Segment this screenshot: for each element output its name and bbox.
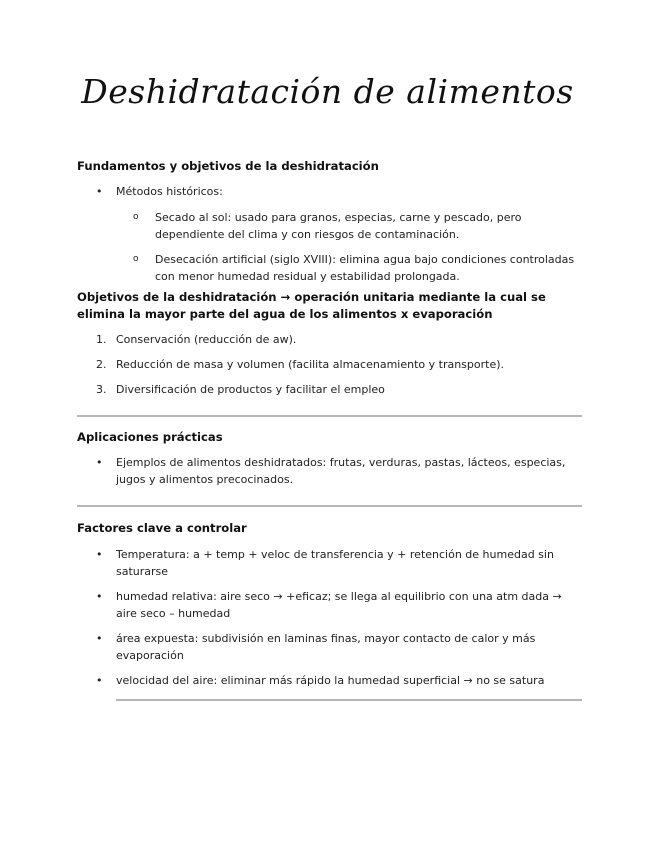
- section-heading-objetivos: Objetivos de la deshidratación → operación unitaria mediante la cual se elimina la mayor parte del agua de los alimentos x evaporación: [77, 290, 546, 321]
- section-heading-aplicaciones: Aplicaciones prácticas: [77, 430, 223, 444]
- sub-bullet-marker: o: [133, 212, 139, 222]
- list-item: [77, 183, 582, 200]
- list-number: 3.: [96, 383, 107, 396]
- bullet-marker: •: [96, 632, 103, 645]
- bullet-marker: •: [96, 185, 103, 198]
- list-item-text: Secado al sol: usado para granos, especias, carne y pescado, pero dependiente del clima y con riesgos de contaminación.: [155, 211, 522, 241]
- list-item: [77, 588, 582, 622]
- list-item-text: Temperatura: a + temp + veloc de transferencia y + retención de humedad sin saturarse: [116, 548, 554, 578]
- list-item: [77, 546, 582, 580]
- sub-bullet-marker: o: [133, 254, 139, 264]
- list-item-text: Desecación artificial (siglo XVIII): elimina agua bajo condiciones controladas con menor humedad residual y estabilidad prolongada.: [155, 253, 575, 283]
- list-item-text: humedad relativa: aire seco → +eficaz; se llega al equilibrio con una atm dada → aire seco – humedad: [116, 590, 562, 620]
- document-content: [77, 158, 582, 701]
- bullet-list: [77, 183, 582, 200]
- list-item-text: Diversificación de productos y facilitar el empleo: [116, 383, 385, 396]
- bullet-list: [77, 546, 582, 689]
- bullet-marker: •: [96, 590, 103, 603]
- list-item-text: velocidad del aire: eliminar más rápido la humedad superficial → no se satura: [116, 674, 545, 687]
- list-item: [77, 630, 582, 664]
- list-number: 2.: [96, 358, 107, 371]
- list-item: [77, 381, 582, 398]
- page-title: Deshidratación de alimentos: [81, 72, 574, 111]
- list-number: 1.: [96, 333, 107, 346]
- section-heading-factores: Factores clave a controlar: [77, 521, 247, 535]
- list-item-text: Ejemplos de alimentos deshidratados: frutas, verduras, pastas, lácteos, especias, jugos y alimentos precocinados.: [116, 456, 566, 486]
- list-item-text: Métodos históricos:: [116, 185, 223, 198]
- bullet-marker: •: [96, 456, 103, 469]
- section-heading-fundamentos: Fundamentos y objetivos de la deshidratación: [77, 159, 379, 173]
- list-item-text: área expuesta: subdivisión en laminas finas, mayor contacto de calor y más evaporación: [116, 632, 536, 662]
- list-item: [77, 672, 582, 689]
- list-item: [77, 356, 582, 373]
- section-divider: [116, 699, 582, 701]
- list-item-text: Conservación (reducción de aw).: [116, 333, 297, 346]
- list-item: [77, 454, 582, 488]
- list-item: [77, 331, 582, 348]
- list-item: [77, 209, 582, 243]
- section-divider: [77, 505, 582, 507]
- section-divider: [77, 415, 582, 417]
- numbered-list: [77, 331, 582, 398]
- bullet-marker: •: [96, 548, 103, 561]
- bullet-list: [77, 454, 582, 488]
- list-item: [77, 251, 582, 285]
- bullet-marker: •: [96, 674, 103, 687]
- sub-bullet-list: [77, 209, 582, 285]
- list-item-text: Reducción de masa y volumen (facilita almacenamiento y transporte).: [116, 358, 505, 371]
